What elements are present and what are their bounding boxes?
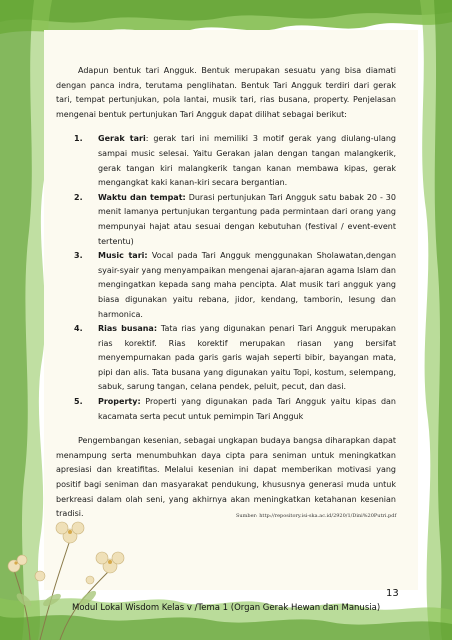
- list-item: [74, 249, 396, 322]
- footer-title: Modul Lokal Wisdom Kelas v /Tema 1 (Organ Gerak Hewan dan Manusia): [72, 603, 381, 613]
- source-link[interactable]: Sumber: http://repository.isi-ska.ac.id/2920/1/Dini%20Putri.pdf: [236, 513, 397, 519]
- list-number: 3.: [74, 251, 83, 261]
- list-term: Property:: [98, 397, 141, 407]
- closing-paragraph: Pengembangan kesenian, sebagai ungkapan budaya bangsa diharapkan dapat menampung serta menumbuhkan daya cipta para seniman untuk meningkatkan apresiasi dan kreatifitas. Melalui kesenian ini dapat memberikan motivasi yang positif bagi seniman dan masyarakat pendukung, khususnya generasi muda untuk berkreasi dalam olah seni, yang akhirnya akan meningkatkan ketahanan kesenian tradisi.: [56, 436, 396, 519]
- list-number: 1.: [74, 134, 83, 144]
- list-text: Vocal pada Tari Angguk menggunakan Sholawatan,dengan syair-syair yang menyampaikan mengenai ajaran-ajaran agama Islam dan mengingatkan kepada sang maha pencipta. Alat musik tari angguk yang biasa digunakan yaitu rebana, jidor, kendang, tamborin, lesung dan harmonica.: [98, 251, 397, 319]
- list-text: Durasi pertunjukan Tari Angguk satu babak 20 - 30 menit lamanya pertunjukan tergantung pada permintaan dari orang yang mempunyai hajat atau sesuai dengan kebutuhan (festival / event-event tertentu): [98, 192, 396, 246]
- list-term: Waktu dan tempat:: [98, 192, 186, 202]
- list-term: Gerak tari: [98, 134, 146, 144]
- form-list: [56, 132, 396, 424]
- list-text: Tata rias yang digunakan penari Tari Angguk merupakan rias korektif. Rias korektif merupakan riasan yang bersifat menyempurnakan pada garis garis wajah seperti bibir, bayangan mata, pipi dan alis. Tata busana yang digunakan yaitu Topi, kostum, selempang, sabuk, sarung tangan, celana pendek, peluit, pecut, dan dasi.: [98, 324, 397, 392]
- list-item: [74, 132, 396, 190]
- article-body: [56, 64, 396, 522]
- list-number: 2.: [74, 192, 83, 202]
- list-text: Properti yang digunakan pada Tari Angguk yaitu kipas dan kacamata serta pecut untuk pemimpin Tari Angguk: [98, 397, 396, 421]
- list-term: Music tari:: [98, 251, 148, 261]
- list-item: [74, 395, 396, 424]
- list-number: 4.: [74, 324, 83, 334]
- page-number: 13: [386, 588, 399, 599]
- list-text: : gerak tari ini memiliki 3 motif gerak yang diulang-ulang sampai music selesai. Yaitu Gerakan jalan dengan tangan malangkerik, gerak tangan kiri malangkerik tangan kanan membawa kipas, gerak mengangkat kaki kanan-kiri secara bergantian.: [98, 134, 396, 188]
- list-item: [74, 322, 396, 395]
- list-item: [74, 191, 396, 249]
- intro-paragraph: Adapun bentuk tari Angguk. Bentuk merupakan sesuatu yang bisa diamati dengan panca indra, terutama penglihatan. Bentuk Tari Angguk terdiri dari gerak tari, tempat pertunjukan, pola lantai, musik tari, rias busana, property. Penjelasan mengenai bentuk pertunjukan Tari Angguk dapat dilihat sebagai berikut:: [56, 66, 396, 119]
- list-number: 5.: [74, 397, 83, 407]
- list-term: Rias busana:: [98, 324, 158, 334]
